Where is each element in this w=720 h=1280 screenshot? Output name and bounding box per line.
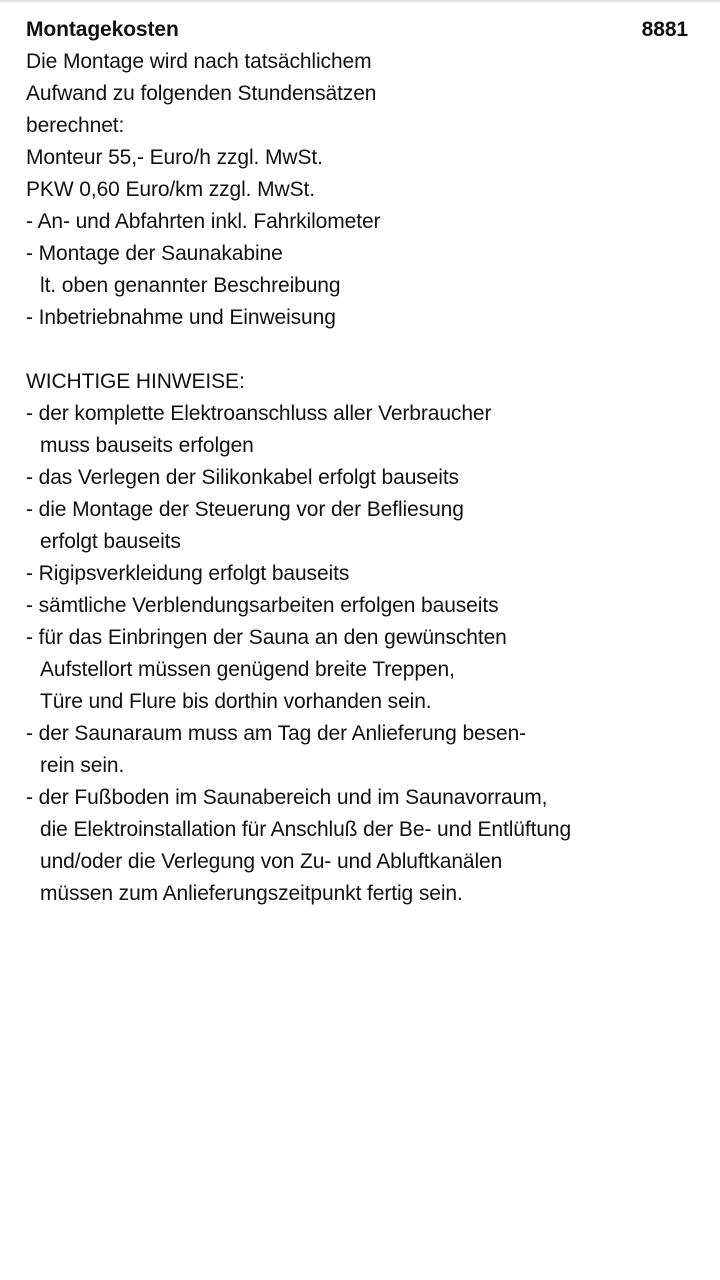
section-spacer: [26, 334, 688, 366]
intro-line: berechnet:: [26, 114, 125, 137]
rate-fitter: Monteur 55,- Euro/h zzgl. MwSt.: [26, 146, 323, 169]
note-item: - für das Einbringen der Sauna an den gewünschten: [26, 626, 507, 649]
note-item: - sämtliche Verblendungsarbeiten erfolgen bauseits: [26, 594, 499, 617]
document-header: [26, 14, 688, 46]
note-item: - die Montage der Steuerung vor der Befliesung: [26, 498, 464, 521]
note-item-continuation: müssen zum Anlieferungszeitpunkt fertig sein.: [40, 882, 463, 905]
top-edge-shadow: [0, 0, 720, 4]
intro-line: Aufwand zu folgenden Stundensätzen: [26, 82, 377, 105]
note-item: - Rigipsverkleidung erfolgt bauseits: [26, 562, 350, 585]
note-item-continuation: rein sein.: [40, 754, 125, 777]
note-item-continuation: Türe und Flure bis dorthin vorhanden sein.: [40, 690, 432, 713]
note-item: - der komplette Elektroanschluss aller Verbraucher: [26, 402, 492, 425]
rate-car: PKW 0,60 Euro/km zzgl. MwSt.: [26, 178, 315, 201]
intro-line: Die Montage wird nach tatsächlichem: [26, 50, 372, 73]
note-item-continuation: Aufstellort müssen genügend breite Treppen,: [40, 658, 455, 681]
note-item: - das Verlegen der Silikonkabel erfolgt bauseits: [26, 466, 459, 489]
note-item-continuation: muss bauseits erfolgen: [40, 434, 254, 457]
article-number: 8881: [641, 18, 688, 41]
services-list: [26, 206, 688, 334]
service-item: - An- und Abfahrten inkl. Fahrkilometer: [26, 210, 381, 233]
document-title: Montagekosten: [26, 18, 179, 41]
notes-section: [26, 366, 688, 910]
note-item: - der Fußboden im Saunabereich und im Saunavorraum,: [26, 786, 548, 809]
service-item: - Inbetriebnahme und Einweisung: [26, 306, 336, 329]
service-item-continuation: lt. oben genannter Beschreibung: [40, 274, 341, 297]
notes-heading: WICHTIGE HINWEISE:: [26, 370, 245, 393]
intro-block: [26, 46, 688, 206]
document-body: [26, 14, 688, 910]
note-item-continuation: die Elektroinstallation für Anschluß der Be- und Entlüftung: [40, 818, 572, 841]
note-item: - der Saunaraum muss am Tag der Anlieferung besen-: [26, 722, 527, 745]
note-item-continuation: und/oder die Verlegung von Zu- und Abluftkanälen: [40, 850, 503, 873]
service-item: - Montage der Saunakabine: [26, 242, 283, 265]
note-item-continuation: erfolgt bauseits: [40, 530, 181, 553]
